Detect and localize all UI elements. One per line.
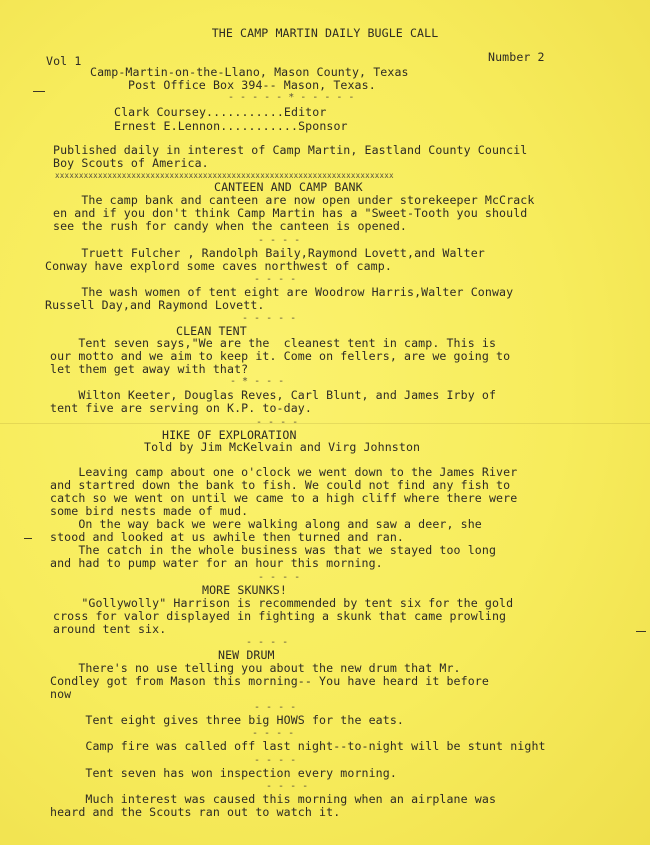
hike-line-3: catch so we went on until we came to a high cliff where there were	[50, 491, 518, 505]
margin-dot	[24, 538, 32, 539]
wash-line-2: Russell Day,and Raymond Lovett.	[45, 298, 265, 312]
wash-line-1: The wash women of tent eight are Woodrow Harris,Walter Conway	[53, 285, 514, 299]
hike-line-8: and had to pump water for an hour this morning.	[50, 556, 383, 570]
clean-tent-heading: CLEAN TENT	[176, 324, 247, 338]
issue-number: Number 2	[488, 50, 545, 64]
separator-11: - - - -	[266, 781, 309, 792]
airplane-line-2: heard and the Scouts ran out to watch it.	[50, 805, 341, 819]
post-office: Post Office Box 394-- Mason, Texas.	[128, 78, 376, 92]
newsletter-title: THE CAMP MARTIN DAILY BUGLE CALL	[211, 26, 439, 40]
hike-line-5: On the way back we were walking along and saw a deer, she	[50, 517, 482, 531]
hows-line: Tent eight gives three big HOWS for the eats.	[50, 713, 405, 727]
caves-line-2: Conway have explord some caves northwest of camp.	[45, 259, 392, 273]
airplane-line-1: Much interest was caused this morning when an airplane was	[50, 792, 497, 806]
separator-3: - - - - -	[242, 313, 297, 324]
sponsor-credit: Ernest E.Lennon...........Sponsor	[114, 119, 348, 133]
canteen-line-1: The camp bank and canteen are now open under storekeeper McCrack	[53, 193, 535, 207]
separator-2: - - - -	[254, 274, 297, 285]
canteen-heading: CANTEEN AND CAMP BANK	[214, 180, 363, 194]
skunks-line-1: "Gollywolly" Harrison is recommended by tent six for the gold	[53, 596, 514, 610]
separator-9: - - - -	[252, 728, 295, 739]
clean-tent-line-3: let them get away with that?	[50, 362, 249, 376]
kp-line-1: Wilton Keeter, Douglas Reves, Carl Blunt, and James Irby of	[50, 388, 497, 402]
separator-4: - * - - -	[230, 376, 285, 387]
paper-fold-line	[0, 423, 650, 424]
separator-7: - - - -	[246, 637, 289, 648]
margin-dash-right	[636, 631, 646, 632]
staff-separator: - - - - - * - - - - -	[228, 92, 355, 103]
margin-dash	[33, 91, 45, 92]
clean-tent-line-1: Tent seven says,"We are the cleanest tent in camp. This is	[50, 336, 497, 350]
hike-line-4: some bird nests made of mud.	[50, 504, 249, 518]
drum-line-2: Condley got from Mason this morning-- You have heard it before	[50, 674, 489, 688]
volume-label: Vol 1	[46, 54, 82, 68]
separator-10: - - - -	[254, 755, 297, 766]
hike-line-1: Leaving camp about one o'clock we went down to the James River	[50, 465, 518, 479]
canteen-line-2: en and if you don't think Camp Martin has a "Sweet-Tooth you should	[53, 206, 528, 220]
caves-line-1: Truett Fulcher , Randolph Baily,Raymond Lovett,and Walter	[53, 246, 485, 260]
hike-line-2: and startred down the bank to fish. We could not find any fish to	[50, 478, 511, 492]
clean-tent-line-2: our motto and we aim to keep it. Come on fellers, are we going to	[50, 349, 511, 363]
hike-byline: Told by Jim McKelvain and Virg Johnston	[144, 440, 421, 454]
inspection-line: Tent seven has won inspection every morning.	[50, 766, 397, 780]
skunks-heading: MORE SKUNKS!	[202, 583, 287, 597]
separator-1: - - - -	[258, 235, 301, 246]
hike-heading: HIKE OF EXPLORATION	[162, 428, 297, 442]
hike-line-6: stood and looked at us awhile then turned and ran.	[50, 530, 405, 544]
camp-location: Camp-Martin-on-the-Llano, Mason County, Texas	[90, 65, 409, 79]
drum-heading: NEW DRUM	[218, 648, 275, 662]
published-line-2: Boy Scouts of America.	[53, 156, 209, 170]
published-line-1: Published daily in interest of Camp Martin, Eastland County Council	[53, 143, 528, 157]
editor-credit: Clark Coursey...........Editor	[114, 105, 327, 119]
hike-line-7: The catch in the whole business was that we stayed too long	[50, 543, 497, 557]
skunks-line-2: cross for valor displayed in fighting a skunk that came prowling	[53, 609, 507, 623]
drum-line-1: There's no use telling you about the new drum that Mr.	[50, 661, 461, 675]
kp-line-2: tent five are serving on K.P. to-day.	[50, 401, 312, 415]
separator-8: - - - -	[254, 702, 297, 713]
canteen-line-3: see the rush for candy when the canteen is opened.	[53, 219, 408, 233]
skunks-line-3: around tent six.	[53, 622, 167, 636]
drum-line-3: now	[50, 687, 72, 701]
campfire-line: Camp fire was called off last night--to-night will be stunt night	[50, 739, 546, 753]
x-divider: xxxxxxxxxxxxxxxxxxxxxxxxxxxxxxxxxxxxxxxxxxxxxxxxxxxxxxxxxxxxxxxxxxxxxxx	[55, 171, 394, 180]
separator-5: - - - -	[256, 417, 299, 428]
separator-6: - - - -	[258, 572, 301, 583]
